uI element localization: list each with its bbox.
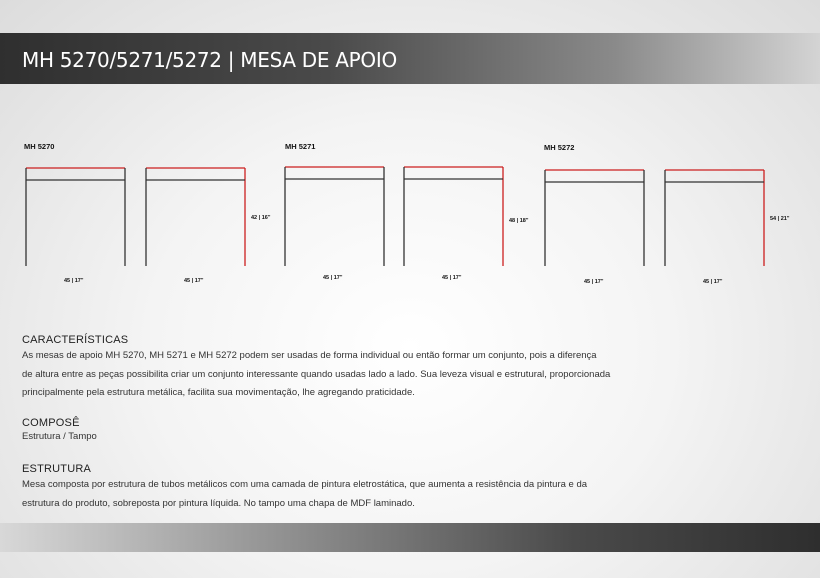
dim-height-5270: 42 | 16" (251, 215, 271, 221)
section-title: COMPOSÊ (22, 417, 80, 429)
dim-width-5270-front: 45 | 17" (64, 278, 84, 284)
dim-width-5272-side: 45 | 17" (703, 279, 723, 285)
dim-height-5271: 48 | 18" (509, 218, 529, 224)
section-estrutura (22, 463, 692, 513)
page-title: MH 5270/5271/5272 | MESA DE APOIO (22, 48, 397, 72)
table-5272-front-drawing (545, 170, 644, 266)
dim-height-5272: 54 | 21" (770, 216, 790, 222)
table-5270-front-drawing (26, 168, 125, 266)
model-label-5270: MH 5270 (24, 142, 55, 151)
table-5270-side-drawing (146, 168, 245, 266)
table-5271-front-drawing (285, 167, 384, 266)
section-title: ESTRUTURA (22, 463, 92, 475)
table-5271-side-drawing (404, 167, 503, 266)
footer-bar (0, 523, 820, 552)
dim-width-5270-side: 45 | 17" (184, 278, 204, 284)
section-title: CARACTERÍSTICAS (22, 334, 129, 346)
dim-width-5271-side: 45 | 17" (442, 275, 462, 281)
section-line: estrutura do produto, sobreposta por pintura líquida. No tampo uma chapa de MDF laminado. (22, 497, 415, 509)
section-line: Estrutura / Tampo (22, 431, 97, 442)
section-line: de altura entre as peças possibilita criar um conjunto interessante quando usadas lado a lado. Sua leveza visual e estrutural, proporcionada (22, 368, 611, 380)
section-compose (22, 417, 692, 444)
dim-width-5271-front: 45 | 17" (323, 275, 343, 281)
model-label-5272: MH 5272 (544, 143, 575, 152)
model-label-5271: MH 5271 (285, 142, 316, 151)
table-5272-side-drawing (665, 170, 764, 266)
dim-width-5272-front: 45 | 17" (584, 279, 604, 285)
section-line: As mesas de apoio MH 5270, MH 5271 e MH 5272 podem ser usadas de forma individual ou então formar um conjunto, pois a diferença (22, 350, 597, 361)
section-line: principalmente pela estrutura metálica, facilita sua movimentação, lhe agregando praticidade. (22, 387, 415, 398)
section-line: Mesa composta por estrutura de tubos metálicos com uma camada de pintura eletrostática, que aumenta a resistência da pintura e da (22, 479, 588, 490)
section-caracteristicas (22, 334, 692, 403)
